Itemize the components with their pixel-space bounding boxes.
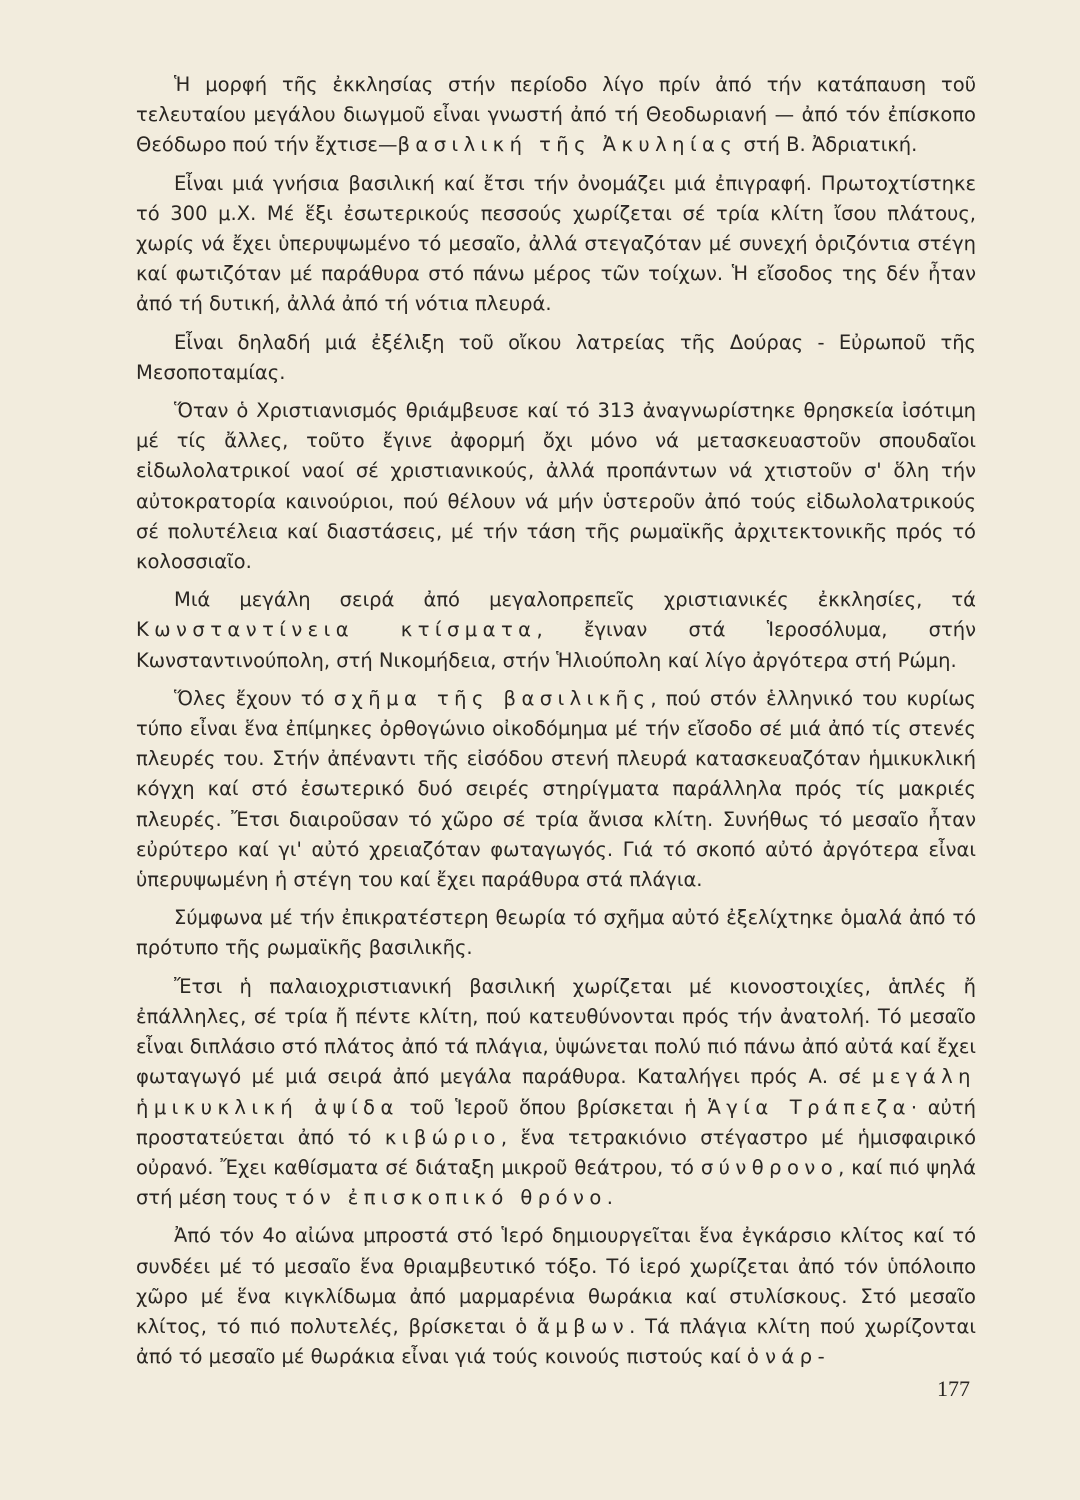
- paragraph-1: [136, 70, 976, 161]
- spaced-term: νάρ-: [765, 1345, 831, 1369]
- text-run: Μιά μεγάλη σειρά ἀπό μεγαλοπρεπεῖς χριστιανικές ἐκκλησίες, τά: [174, 588, 976, 612]
- text-run: Εἶναι δηλαδή μιά ἐξέλιξη τοῦ οἴκου λατρείας τῆς Δούρας - Εὐρωποῦ τῆς Μεσοποταμίας.: [136, 330, 976, 384]
- spaced-term: Ἁγία Τράπεζα: [707, 1095, 911, 1119]
- paragraph-5: [136, 585, 976, 676]
- text-run: Εἶναι μιά γνήσια βασιλική καί ἔτσι τήν ὀνομάζει μιά ἐπιγραφή. Πρωτοχτίστηκε τό 300 μ.Χ. Μέ ἕξι ἐσωτερικούς πεσσούς χωρίζεται σέ τρία κλίτη ἴσου πλάτους, χωρίς νά ἔχει ὑπερυψωμένο τό μεσαῖο, ἀλλά στεγαζόταν μέ συνεχή ὁριζόντια στέγη καί φωτιζόταν μέ παράθυρα στό πάνω μέρος τῶν τοίχων. Ἡ εἴσοδος της δέν ἦταν ἀπό τή δυτική, ἀλλά ἀπό τή νότια πλευρά.: [136, 171, 976, 316]
- spaced-term: ἄμβων: [536, 1314, 630, 1338]
- text-run: Ἡ μορφή τῆς ἐκκλησίας στήν περίοδο λίγο πρίν ἀπό τήν κατάπαυση τοῦ τελευταίου μεγάλου διωγμοῦ εἶναι γνωστή ἀπό τή Θεοδωριανή — ἀπό τόν ἐπίσκοπο Θεόδωρο πού τήν ἔχτισε—: [136, 73, 976, 157]
- paragraph-3: [136, 328, 976, 388]
- text-run: τοῦ Ἱεροῦ ὅπου βρίσκεται ἡ: [398, 1095, 708, 1119]
- text-run: Ἔτσι ἡ παλαιοχριστιανική βασιλική χωρίζεται μέ κιονοστοιχίες, ἁπλές ἤ ἐπάλληλες, σέ τρία ἤ πέντε κλίτη, πού κατευθύνονται πρός τήν ἀνατολή. Τό μεσαῖο εἶναι διπλάσιο στό πλάτος ἀπό τά πλάγια, ὑψώνεται πολύ πιό πάνω ἀπό αὐτά καί ἔχει φωταγωγό μέ μιά σειρά ἀπό μεγάλα παράθυρα. Καταλήγει πρός Α. σέ: [136, 974, 976, 1089]
- spaced-term: τόν ἐπισκοπικό θρόνο: [285, 1186, 607, 1210]
- text-run: στή Β. Ἀδριατική.: [737, 133, 918, 157]
- text-run: , ἕνα τετρακιόνιο στέγαστρο μέ ἡμισφαιρικό οὐρανό. Ἔχει καθίσματα σέ διάταξη μικροῦ θεάτρου, τό: [136, 1125, 977, 1179]
- text-run: . Τά πλάγια κλίτη πού χωρίζονται ἀπό τό μεσαῖο μέ θωράκια εἶναι γιά τούς κοινούς πιστούς καί ὁ: [136, 1314, 976, 1369]
- paragraph-7: [136, 903, 976, 963]
- paragraph-2: [136, 169, 976, 320]
- text-run: · αὐτή προστατεύεται ἀπό τό: [136, 1095, 977, 1149]
- paragraph-6: [136, 684, 976, 895]
- text-run: , πού στόν ἑλληνικό του κυρίως τύπο εἶναι ἕνα ἐπίμηκες ὀρθογώνιο οἰκοδόμημα μέ τήν εἴσοδο σέ μιά ἀπό τίς στενές πλευρές του. Στήν ἀπέναντι τῆς εἰσόδου στενή πλευρά κατασκευαζόταν ἡμικυκλική κόγχη καί στό ἐσωτερικό δυό σειρές στηρίγματα παράλληλα πρός τίς μακριές πλευρές. Ἔτσι διαιροῦσαν τό χῶρο σέ τρία ἄνισα κλίτη. Συνήθως τό μεσαῖο ἦταν εὐρύτερο καί γι' αὐτό χρειαζόταν φωταγωγός. Γιά τό σκοπό αὐτό ἀργότερα εἶναι ὑπερυψωμένη ἡ στέγη του καί ἔχει παράθυρα στά πλάγια.: [136, 686, 976, 892]
- text-run: Σύμφωνα μέ τήν ἐπικρατέστερη θεωρία τό σχῆμα αὐτό ἐξελίχτηκε ὁμαλά ἀπό τό πρότυπο τῆς ρωμαϊκῆς βασιλικῆς.: [136, 906, 976, 960]
- body-text: [136, 70, 976, 1380]
- spaced-term: σύνθρονο: [700, 1155, 839, 1179]
- spaced-term: μεγάλη ἡμικυκλική ἀψίδα: [136, 1065, 976, 1119]
- text-run: , ἔγιναν στά Ἱεροσόλυμα, στήν Κωνσταντινούπολη, στή Νικομήδεια, στήν Ἡλιούπολη καί λίγο ἀργότερα στή Ρώμη.: [136, 618, 977, 672]
- text-run: Ὅλες ἔχουν τό: [174, 686, 334, 710]
- spaced-term: βασιλική τῆς Ἀκυληίας: [397, 133, 738, 157]
- text-run: , καί πιό ψηλά στή μέση τους: [136, 1155, 976, 1210]
- spaced-term: κιβώριο: [384, 1125, 501, 1149]
- spaced-term: σχῆμα τῆς βασιλικῆς: [333, 686, 651, 710]
- paragraph-4: [136, 396, 976, 577]
- text-run: Ἀπό τόν 4ο αἰώνα μπροστά στό Ἱερό δημιουργεῖται ἕνα ἐγκάρσιο κλίτος καί τό συνδέει μέ τό μεσαῖο ἕνα θριαμβευτικό τόξο. Τό ἱερό χωρίζεται ἀπό τόν ὑπόλοιπο χῶρο μέ ἕνα κιγκλίδωμα ἀπό μαρμαρένια θωράκια καί στυλίσκους. Στό μεσαῖο κλίτος, τό πιό πολυτελές, βρίσκεται ὁ: [136, 1224, 976, 1338]
- paragraph-9: [136, 1221, 976, 1372]
- text-run: Ὅταν ὁ Χριστιανισμός θριάμβευσε καί τό 313 ἀναγνωρίστηκε θρησκεία ἰσότιμη μέ τίς ἄλλες, τοῦτο ἔγινε ἀφορμή ὄχι μόνο νά μετασκευαστοῦν σπουδαῖοι εἰδωλολατρικοί ναοί σέ χριστιανικούς, ἀλλά προπάντων νά χτιστοῦν σ' ὅλη τήν αὐτοκρατορία καινούριοι, πού θέλουν νά μήν ὑστεροῦν ἀπό τούς εἰδωλολατρικούς σέ πολυτέλεια καί διαστάσεις, μέ τήν τάση τῆς ρωμαϊκῆς ἀρχιτεκτονικῆς πρός τό κολοσσιαῖο.: [136, 399, 976, 574]
- paragraph-8: [136, 972, 976, 1214]
- text-run: .: [606, 1186, 613, 1210]
- page-number: 177: [937, 1376, 970, 1401]
- spaced-term: Κωνσταντίνεια κτίσματα: [136, 618, 537, 642]
